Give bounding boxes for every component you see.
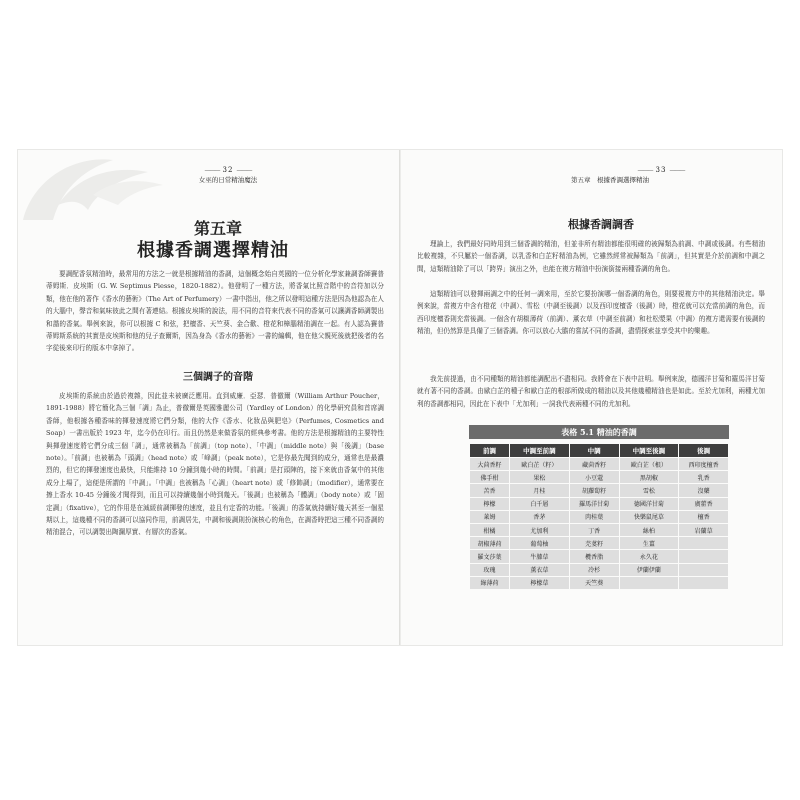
- table-cell: 大茴香籽: [470, 458, 509, 470]
- table-cell: 薰衣草: [510, 564, 569, 576]
- table-cell: 芫荽籽: [570, 537, 619, 549]
- table-cell: 雪松: [620, 484, 679, 496]
- table-row: [470, 537, 728, 549]
- column-header: 中調: [570, 444, 619, 457]
- table-row: [470, 511, 728, 523]
- table-cell: [679, 564, 728, 576]
- column-header: 前調: [470, 444, 509, 457]
- table-cell: 尤加利: [510, 524, 569, 536]
- right-page: [401, 150, 782, 645]
- table-cell: 檸檬草: [510, 577, 569, 589]
- table-cell: 葡萄柚: [510, 537, 569, 549]
- table-cell: 香茅: [510, 511, 569, 523]
- right-paragraph-3: 我先前提過，由不同種類的精油都能調配出不盡相同。我將會在下表中註明。舉例來說，德國洋甘菊和羅馬洋甘菊就有著不同的香調。由歐白芷的種子和歐白芷的根部所做成的精油以及其他幾種精油也是如此。至於尤加利，兩種尤加利的香調都相同，因此在下表中「尤加利」一詞我代表兩種不同的尤加利。: [417, 375, 765, 408]
- table-cell: 羅文莎葉: [470, 550, 509, 562]
- table-cell: [679, 550, 728, 562]
- table-cell: 月桂: [510, 484, 569, 496]
- table-row: [470, 524, 728, 536]
- table-cell: 生薑: [620, 537, 679, 549]
- table-cell: 歐白芷（籽）: [510, 458, 569, 470]
- table-header-row: [470, 444, 728, 457]
- table-cell: [620, 577, 679, 589]
- table-cell: 萊姆: [470, 511, 509, 523]
- table-cell: 檸檬: [470, 498, 509, 510]
- table-cell: 歐白芷（根）: [620, 458, 679, 470]
- table-title: 表格 5.1 精油的香調: [469, 425, 729, 439]
- right-running-title: 第五章 根據香調選擇精油: [571, 176, 649, 184]
- left-section-paragraph: 皮埃斯的系統由於過於複雜，因此並未被廣泛應用。直到威廉．亞瑟．普徹爾（William Arthur Poucher，1891-1988）將它簡化為三個「調」為止，普徹爾是英國雅麗公司（Yardley of London）的化學研究員和首席調香師，他根據各種香味的揮發速度將它們分類，他的大作《香水、化妝品與肥皂》（Perfumes, Cosmetics and Soap）一書出版於 1923 年，迄今仍在印行。而且仍然是來做香氛的經典參考書。他的方法是根據精油的主要特性與揮發速度將它們分成三個「調」，通常被稱為「前調」（top note）、「中調」（middle note）與「後調」（base note）。「前調」也被稱為「頭調」（head note）或「峰調」（peak note），它是你最先聞到的成分，通常也是最濃烈的，但它的揮發速度也最快，只能維持 10 分鐘到幾小時的時間。「前調」是打頭陣的，接下來就由香氣中的其他成分上場了，這便是所謂的「中調」。「中調」也被稱為「心調」（heart note）或「修飾調」（modifier），通常要在擦上香水 10-45 分鐘後才聞得到，而且可以持續幾個小時到幾天。「後調」也被稱為「體調」（body note）或「固定調」（fixative），它的作用是在減緩前調揮發的速度，並且有定香的功能。「後調」的香氣就持續好幾天甚至一個星期以上，這幾種不同的香調可以協同作用，前調居先，中調和後調則扮演核心的角色，在調香時把這三種不同香調的精油混合，可以調製出陶瀾厚實、有層次的香氣。: [46, 392, 384, 537]
- column-header: 後調: [679, 444, 728, 457]
- right-paragraph-2: 這類精油可以發揮兩調之中的任何一調來用，至於它要扮演哪一個香調的角色，則要視複方中的其他精油決定。舉例來說，當複方中含有橙花（中調）、雪松（中調至後調）以及西印度檀香（後調）時，橙花就可以充當前調的角色，而西印度檀香則充當後調。一個含有胡椒薄荷（前調）、薰衣草（中調至前調）和杜松漿果（中調）的複方還需要有後調的精油，但仍然算是具備了三個香調。你可以放心大膽的嘗試不同的香調，盡情探索並享受其中的樂趣。: [417, 290, 765, 336]
- table-row: [470, 484, 728, 496]
- column-header: 中調至前調: [510, 444, 569, 457]
- table-cell: 檀香: [679, 511, 728, 523]
- table-cell: 德國洋甘菊: [620, 498, 679, 510]
- book-spread: [18, 150, 782, 645]
- table-cell: 欖香脂: [570, 550, 619, 562]
- table-cell: 牛膝草: [510, 550, 569, 562]
- chapter-label: 第五章: [193, 219, 242, 238]
- table-cell: 丁香: [570, 524, 619, 536]
- table-cell: 伊蘭伊蘭: [620, 564, 679, 576]
- table-row: [470, 577, 728, 589]
- table-cell: 快樂鼠尾草: [620, 511, 679, 523]
- intro-paragraph: 要調配香氛精油時，最常用的方法之一就是根據精油的香調，這個概念始自英國的一位分析化學家兼調香師賽普蒂姆斯．皮埃斯（G. W. Septimus Piesse，1820-1882）。他發明了一種方法，將香氣比照音階中的音符加以分類，他在他的著作《香水的藝術》（The Art of Perfumery）一書中指出，他之所以發明這種方法是因為他認為在人的大腦中，聲音和氣味彼此之間有著連結。根據皮埃斯的說法，用不同的音符來代表不同的香氣可以讓調香師調製出和諧的香氣。舉例來說，你可以根據 C 和弦，把檀香、天竺葵、金合歡、橙花和樟腦精油調在一起。有人認為賽普蒂姆斯系統的其實是皮埃斯和他的兒子查爾斯，因為身為《香水的藝術》一書的編輯，他在他父親死後就把後者的名字從後來印行的版本中拿掉了。: [46, 270, 384, 353]
- left-running-title: 女巫的日常精油魔法: [198, 176, 258, 184]
- essential-oil-notes-table: [469, 443, 729, 590]
- table-cell: 胡蘿蔔籽: [570, 484, 619, 496]
- right-section-title: 根據香調調香: [568, 218, 634, 231]
- table-row: [470, 471, 728, 483]
- right-running-head: [571, 166, 751, 184]
- table-cell: 佛手柑: [470, 471, 509, 483]
- table-row: [470, 458, 728, 470]
- column-header: 中調至後調: [620, 444, 679, 457]
- table-cell: 沒藥: [679, 484, 728, 496]
- table-cell: [679, 537, 728, 549]
- left-running-head: [168, 166, 288, 184]
- table-row: [470, 498, 728, 510]
- left-section-title: 三個調子的音階: [183, 372, 253, 383]
- left-page-number: ——— 32 ———: [168, 166, 288, 174]
- table-cell: 黑胡椒: [620, 471, 679, 483]
- table-body: [470, 458, 728, 589]
- table-cell: 白千層: [510, 498, 569, 510]
- table-cell: 絲柏: [620, 524, 679, 536]
- table-cell: 羅馬洋甘菊: [570, 498, 619, 510]
- table-cell: 胡椒薄荷: [470, 537, 509, 549]
- table-cell: 玫瑰: [470, 564, 509, 576]
- table-cell: 苦香: [470, 484, 509, 496]
- table-cell: 小豆蔻: [570, 471, 619, 483]
- table-cell: 綠薄荷: [470, 577, 509, 589]
- table-cell: 天竺葵: [570, 577, 619, 589]
- table-cell: 廣藿香: [679, 498, 728, 510]
- right-page-number: ——— 33 ———: [571, 166, 751, 174]
- table-cell: 永久花: [620, 550, 679, 562]
- table-cell: [679, 577, 728, 589]
- table-cell: 果松: [510, 471, 569, 483]
- table-cell: 岩蘭草: [679, 524, 728, 536]
- table-cell: 西印度檀香: [679, 458, 728, 470]
- table-cell: 肉桂葉: [570, 511, 619, 523]
- table-cell: 藏茴香籽: [570, 458, 619, 470]
- right-paragraph-1: 理論上，我們最好同時用到三個香調的精油，但並非所有精油都能很明確的被歸類為前調、中調或後調。有些精油比較複雜，不只屬於一個香調，以乳香和白芷籽精油為例，它雖然經常被歸類為「前調」，但其實是介於前調和中調之間，這類精油除了可以「跨界」演出之外，也能在複方精油中扮演銜接兩種香調的角色。: [417, 240, 765, 273]
- chapter-title: 根據香調選擇精油: [137, 240, 289, 261]
- table-cell: 冷杉: [570, 564, 619, 576]
- table-row: [470, 550, 728, 562]
- table-row: [470, 564, 728, 576]
- table-cell: 乳香: [679, 471, 728, 483]
- left-page: [18, 150, 399, 645]
- table-cell: 柑橘: [470, 524, 509, 536]
